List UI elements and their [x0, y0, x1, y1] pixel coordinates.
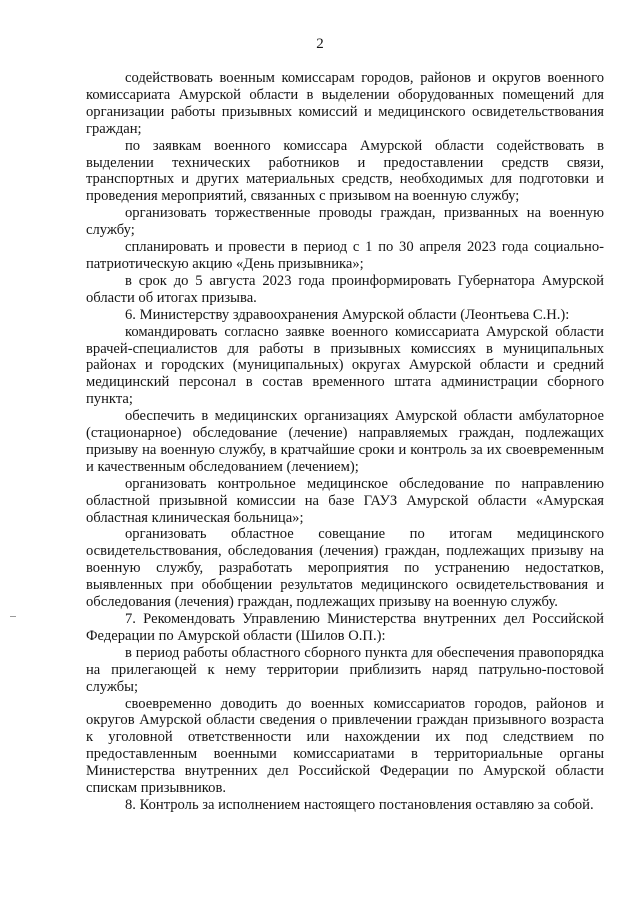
paragraph-patrol-service: в период работы областного сборного пункта для обеспечения правопорядка на прилегающей к нему территории приблизить наряд патрульно-постовой службы; — [86, 644, 604, 695]
paragraph-inform-governor: в срок до 5 августа 2023 года проинформировать Губернатора Амурской области об итогах призыва. — [86, 272, 604, 306]
page-number: 2 — [316, 36, 324, 52]
paragraph-regional-meeting: организовать областное совещание по итогам медицинского освидетельствования, обследования (лечения) граждан, подлежащих призыву на военную службу, разработать мероприятия по устранению недостатков, выявленных при обобщении результатов медицинского освидетельствования и обследования (лечения) граждан, подлежащих призыву на военную службу. — [86, 526, 604, 611]
document-body — [86, 70, 604, 814]
margin-mark — [10, 616, 16, 617]
paragraph-assign-specialists: командировать согласно заявке военного комиссариата Амурской области врачей-специалистов для работы в призывных комиссиях в муниципальных районах и городских (муниципальных) округах Амурской области и средний медицинский персонал в состав временного штата администрации сборного пункта; — [86, 323, 604, 408]
paragraph-conscript-day: спланировать и провести в период с 1 по 30 апреля 2023 года социально-патриотическую акцию «День призывника»; — [86, 239, 604, 272]
paragraph-military-premises: содействовать военным комиссарам городов, районов и округов военного комиссариата Амурской области в выделении оборудованных помещений для организации работы призывных комиссий и медицинского освидетельствования граждан; — [86, 70, 604, 137]
clause-6-heading: 6. Министерству здравоохранения Амурской области (Леонтьева С.Н.): — [125, 306, 570, 323]
paragraph-control-examination: организовать контрольное медицинское обследование по направлению областной призывной комиссии на базе ГАУЗ Амурской области «Амурская областная клиническая больница»; — [86, 475, 604, 526]
paragraph-ceremonial-farewell: организовать торжественные проводы граждан, призванных на военную службу; — [86, 205, 604, 239]
clause-7-heading: 7. Рекомендовать Управлению Министерства внутренних дел Российской Федерации по Амурской области (Шилов О.П.): — [86, 611, 604, 644]
clause-8-control: 8. Контроль за исполнением настоящего постановления оставляю за собой. — [125, 796, 594, 813]
paragraph-criminal-liability-info: своевременно доводить до военных комиссариатов городов, районов и округов Амурской области сведения о привлечении граждан призывного возраста к уголовной ответственности или нахождении их под следствием по предоставленным военными комиссариатами в территориальные органы Министерства внутренних дел Российской Федерации по Амурской области спискам призывников. — [86, 695, 604, 797]
paragraph-medical-examination: обеспечить в медицинских организациях Амурской области амбулаторное (стационарное) обследование (лечение) направляемых граждан, подлежащих призыву на военную службу, в кратчайшие сроки и контроль за их своевременным и качественным обследованием (лечением); — [86, 408, 604, 475]
paragraph-technical-support: по заявкам военного комиссара Амурской области содействовать в выделении технических работников и предоставлении средств связи, транспортных и других материальных средств, необходимых для подготовки и проведения мероприятий, связанных с призывом на военную службу; — [86, 137, 604, 205]
